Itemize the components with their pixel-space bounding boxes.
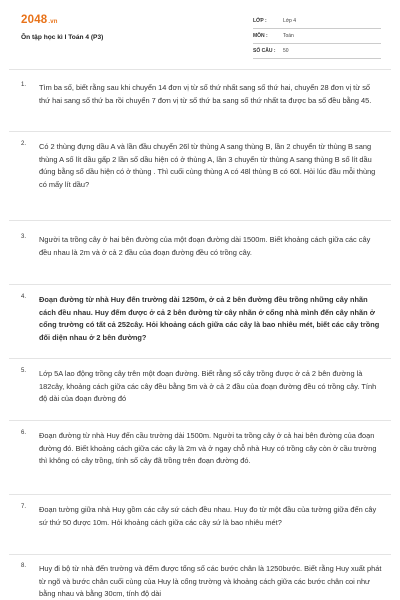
- question-text: Người ta trồng cây ở hai bên đường của một đoạn đường dài 1500m. Biết khoảng cách giữa các cây đều nhau là 2m và ở cả 2 đầu của đoạn đường đều có trồng cây.: [39, 235, 371, 257]
- question-number: 7.: [21, 504, 27, 510]
- question-number: 6.: [21, 430, 27, 436]
- question-text: Đoạn đường từ nhà Huy đến cầu trường dài 1500m. Người ta trồng cây ở cả hai bên đường của đoạn đường đó. Biết khoảng cách giữa các cây là 2m và ở ngay chỗ nhà Huy có trồng cây còn ở cầu trường thì không có cây trồng, tính số cây đã trồng trên đoạn đường đó.: [39, 431, 377, 466]
- worksheet-title: Ôn tập học kì I Toán 4 (P3): [21, 34, 104, 41]
- question-text: Đoạn tường giữa nhà Huy gồm các cây sứ cách đều nhau. Huy đo từ một đầu của tường giữa đến cây sứ thứ 50 được 10m. Hỏi khoảng cách giữa các cây sứ là bao nhiêu mét?: [39, 505, 377, 527]
- question-number: 1.: [21, 82, 27, 88]
- meta-value: 50: [283, 48, 289, 54]
- question-number: 5.: [21, 368, 27, 374]
- divider: [9, 554, 391, 555]
- meta-row-class: [253, 14, 381, 29]
- worksheet-meta: [253, 14, 381, 59]
- divider: [9, 420, 391, 421]
- divider: [9, 131, 391, 132]
- meta-label: LỚP :: [253, 18, 267, 24]
- question-number: 4.: [21, 294, 27, 300]
- meta-row-subject: [253, 29, 381, 44]
- question-text: Tìm ba số, biết rằng sau khi chuyển 14 đơn vị từ số thứ nhất sang số thứ hai, chuyển 28 đơn vị từ số thứ hai sang số thứ ba rồi chuyển 7 đơn vị từ số thứ ba sang số thứ nhất ta được ba số đều bằng 45.: [39, 83, 372, 105]
- meta-row-count: [253, 44, 381, 59]
- question-text: Huy đi bộ từ nhà đến trường và đếm được tổng số các bước chân là 1250bước. Biết rằng Huy xuất phát từ ngõ và bước chân cuối cùng của Huy là cổng trường và khoảng cách giữa các bước chân coi như bằng nhau và bằng 30cm, tính độ dài: [39, 564, 382, 599]
- site-logo[interactable]: 2048.vn: [21, 14, 58, 26]
- question-text: Đoạn đường từ nhà Huy đến trường dài 1250m, ở cả 2 bên đường đều trồng những cây nhãn cách đều nhau. Huy đếm được ở cả 2 bên đường từ cây nhãn ở cổng nhà mình đến cây nhãn ở cổng trường có tất cả 252cây. Hỏi khoảng cách giữa các cây là bao nhiêu mét, biết các cây trồng đối diện nhau ở 2 bên đường?: [39, 295, 380, 342]
- divider: [9, 494, 391, 495]
- question-text: Lớp 5A lao động trồng cây trên một đoạn đường. Biết rằng số cây trồng được ở cả 2 bên đường là 182cây, khoảng cách giữa các cây đều bằng 5m và ở cả 2 đầu của đoạn đường đều có trồng cây. Tính độ dài của đoạn đường đó: [39, 369, 377, 404]
- meta-label: MÔN :: [253, 33, 268, 39]
- question-number: 3.: [21, 234, 27, 240]
- question-number: 8.: [21, 563, 27, 569]
- divider: [9, 358, 391, 359]
- divider: [9, 69, 391, 70]
- worksheet-header: [0, 0, 400, 60]
- meta-value: Toán: [283, 33, 294, 39]
- meta-label: SỐ CÂU :: [253, 48, 276, 54]
- question-number: 2.: [21, 141, 27, 147]
- meta-value: Lớp 4: [283, 18, 297, 24]
- divider: [9, 284, 391, 285]
- divider: [9, 220, 391, 221]
- question-text: Có 2 thùng đựng dầu A và lần đầu chuyển 26l từ thùng A sang thùng B, lần 2 chuyển từ thùng B sang thùng A số lít dầu gấp 2 lần số dầu hiện có ở thùng A, lần 3 chuyển từ thùng A sang thùng B số lít dầu đúng bằng số dầu hiện có ở thùng . Thì cuối cùng thùng A có 48l thùng B có 60l. Hỏi lúc đầu mỗi thùng có mấy lít dầu?: [39, 142, 376, 189]
